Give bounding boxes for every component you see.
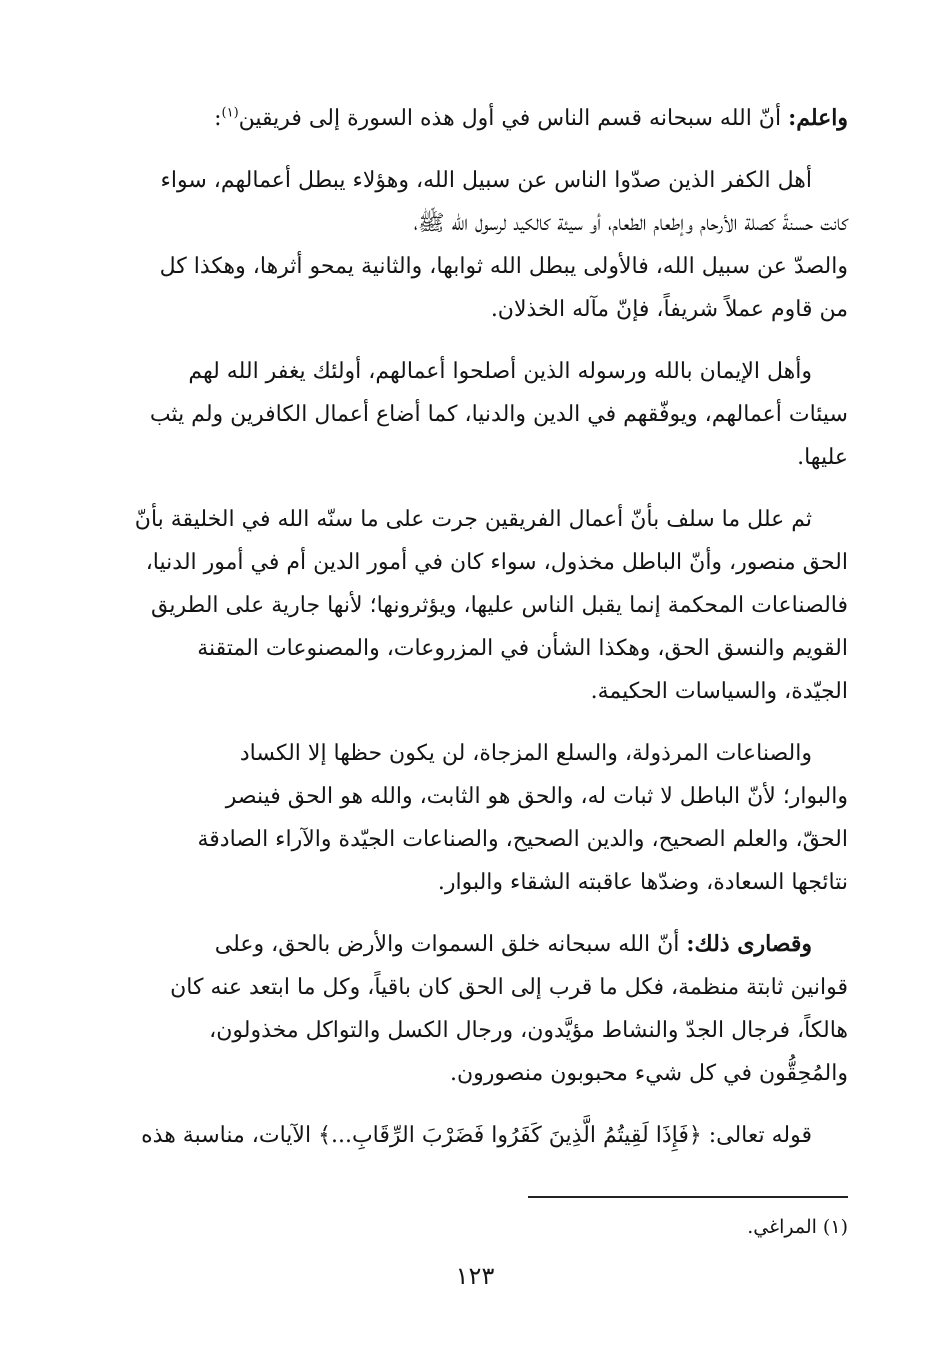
main-text xyxy=(78,97,848,1176)
paragraph-poor-crafts: والصناعات المرذولة، والسلع المزجاة، لن يكون حظها إلا الكساد والبوار؛ لأنّ الباطل لا ثبات له، والحق هو الثابت، والله هو الحق فينصر الحقّ، والعلم الصحيح، والدين الصحيح، والصناعات الجيّدة والآراء الصادقة نتائجها السعادة، وضدّها عاقبته الشقاء والبوار. xyxy=(197,741,848,895)
page-number: ١٢٣ xyxy=(455,1262,495,1290)
footnote-divider xyxy=(528,1196,848,1198)
lead-term: واعلم: xyxy=(788,105,848,131)
paragraph-unbelievers: أهل الكفر الذين صدّوا الناس عن سبيل الله، وهؤلاء يبطل أعمالهم، سواء كانت حسنةً كصلة الأرحام وإطعام الطعام، أو سيئة كالكيد لرسول الله ﷺ، والصدّ عن سبيل الله، فالأولى يبطل الله ثوابها، والثانية يمحو أثرها، وهكذا كل من قاوم عملاً شريفاً، فإنّ مآله الخذلان. xyxy=(159,168,848,322)
footnote: (١) المراغي. xyxy=(747,1216,848,1238)
lead-term: وقصارى ذلك: xyxy=(686,931,812,957)
footnote-reference: (١) xyxy=(221,105,239,121)
paragraph-believers: وأهل الإيمان بالله ورسوله الذين أصلحوا أعمالهم، أولئك يغفر الله لهم سيئات أعمالهم، ويوفّقهم في الدين والدنيا، كما أضاع أعمال الكافرين ولم يثب عليها. xyxy=(149,359,848,470)
paragraph-reasoning: ثم علل ما سلف بأنّ أعمال الفريقين جرت على ما سنّه الله في الخليقة بأنّ الحق منصور، وأنّ الباطل مخذول، سواء كان في أمور الدين أم في أمور الدنيا، فالصناعات المحكمة إنما يقبل الناس عليها، ويؤثرونها؛ لأنها جارية على الطريق القويم والنسق الحق، وهكذا الشأن في المزروعات، والمصنوعات المتقنة الجيّدة، والسياسات الحكيمة. xyxy=(134,507,848,704)
paragraph-verse: قوله تعالى: ﴿فَإِذَا لَقِيتُمُ الَّذِينَ كَفَرُوا فَضَرْبَ الرِّقَابِ...﴾ الآيات، مناسبة هذه xyxy=(141,1123,812,1148)
paragraph-intro xyxy=(78,97,848,140)
paragraph-text: أنّ الله سبحانه خلق السموات والأرض بالحق، وعلى قوانين ثابتة منظمة، فكل ما قرب إلى الحق كان باقياً، وكل ما ابتعد عنه كان هالكاً، فرجال الجدّ والنشاط مؤيَّدون، ورجال الكسل والتواكل مخذولون، والمُحِقُّون في كل شيء محبوبون منصورون. xyxy=(170,932,848,1086)
paragraph-tail: : xyxy=(214,106,222,131)
paragraph-summary xyxy=(78,923,848,1095)
paragraph-text: أنّ الله سبحانه قسم الناس في أول هذه السورة إلى فريقين xyxy=(238,106,789,131)
